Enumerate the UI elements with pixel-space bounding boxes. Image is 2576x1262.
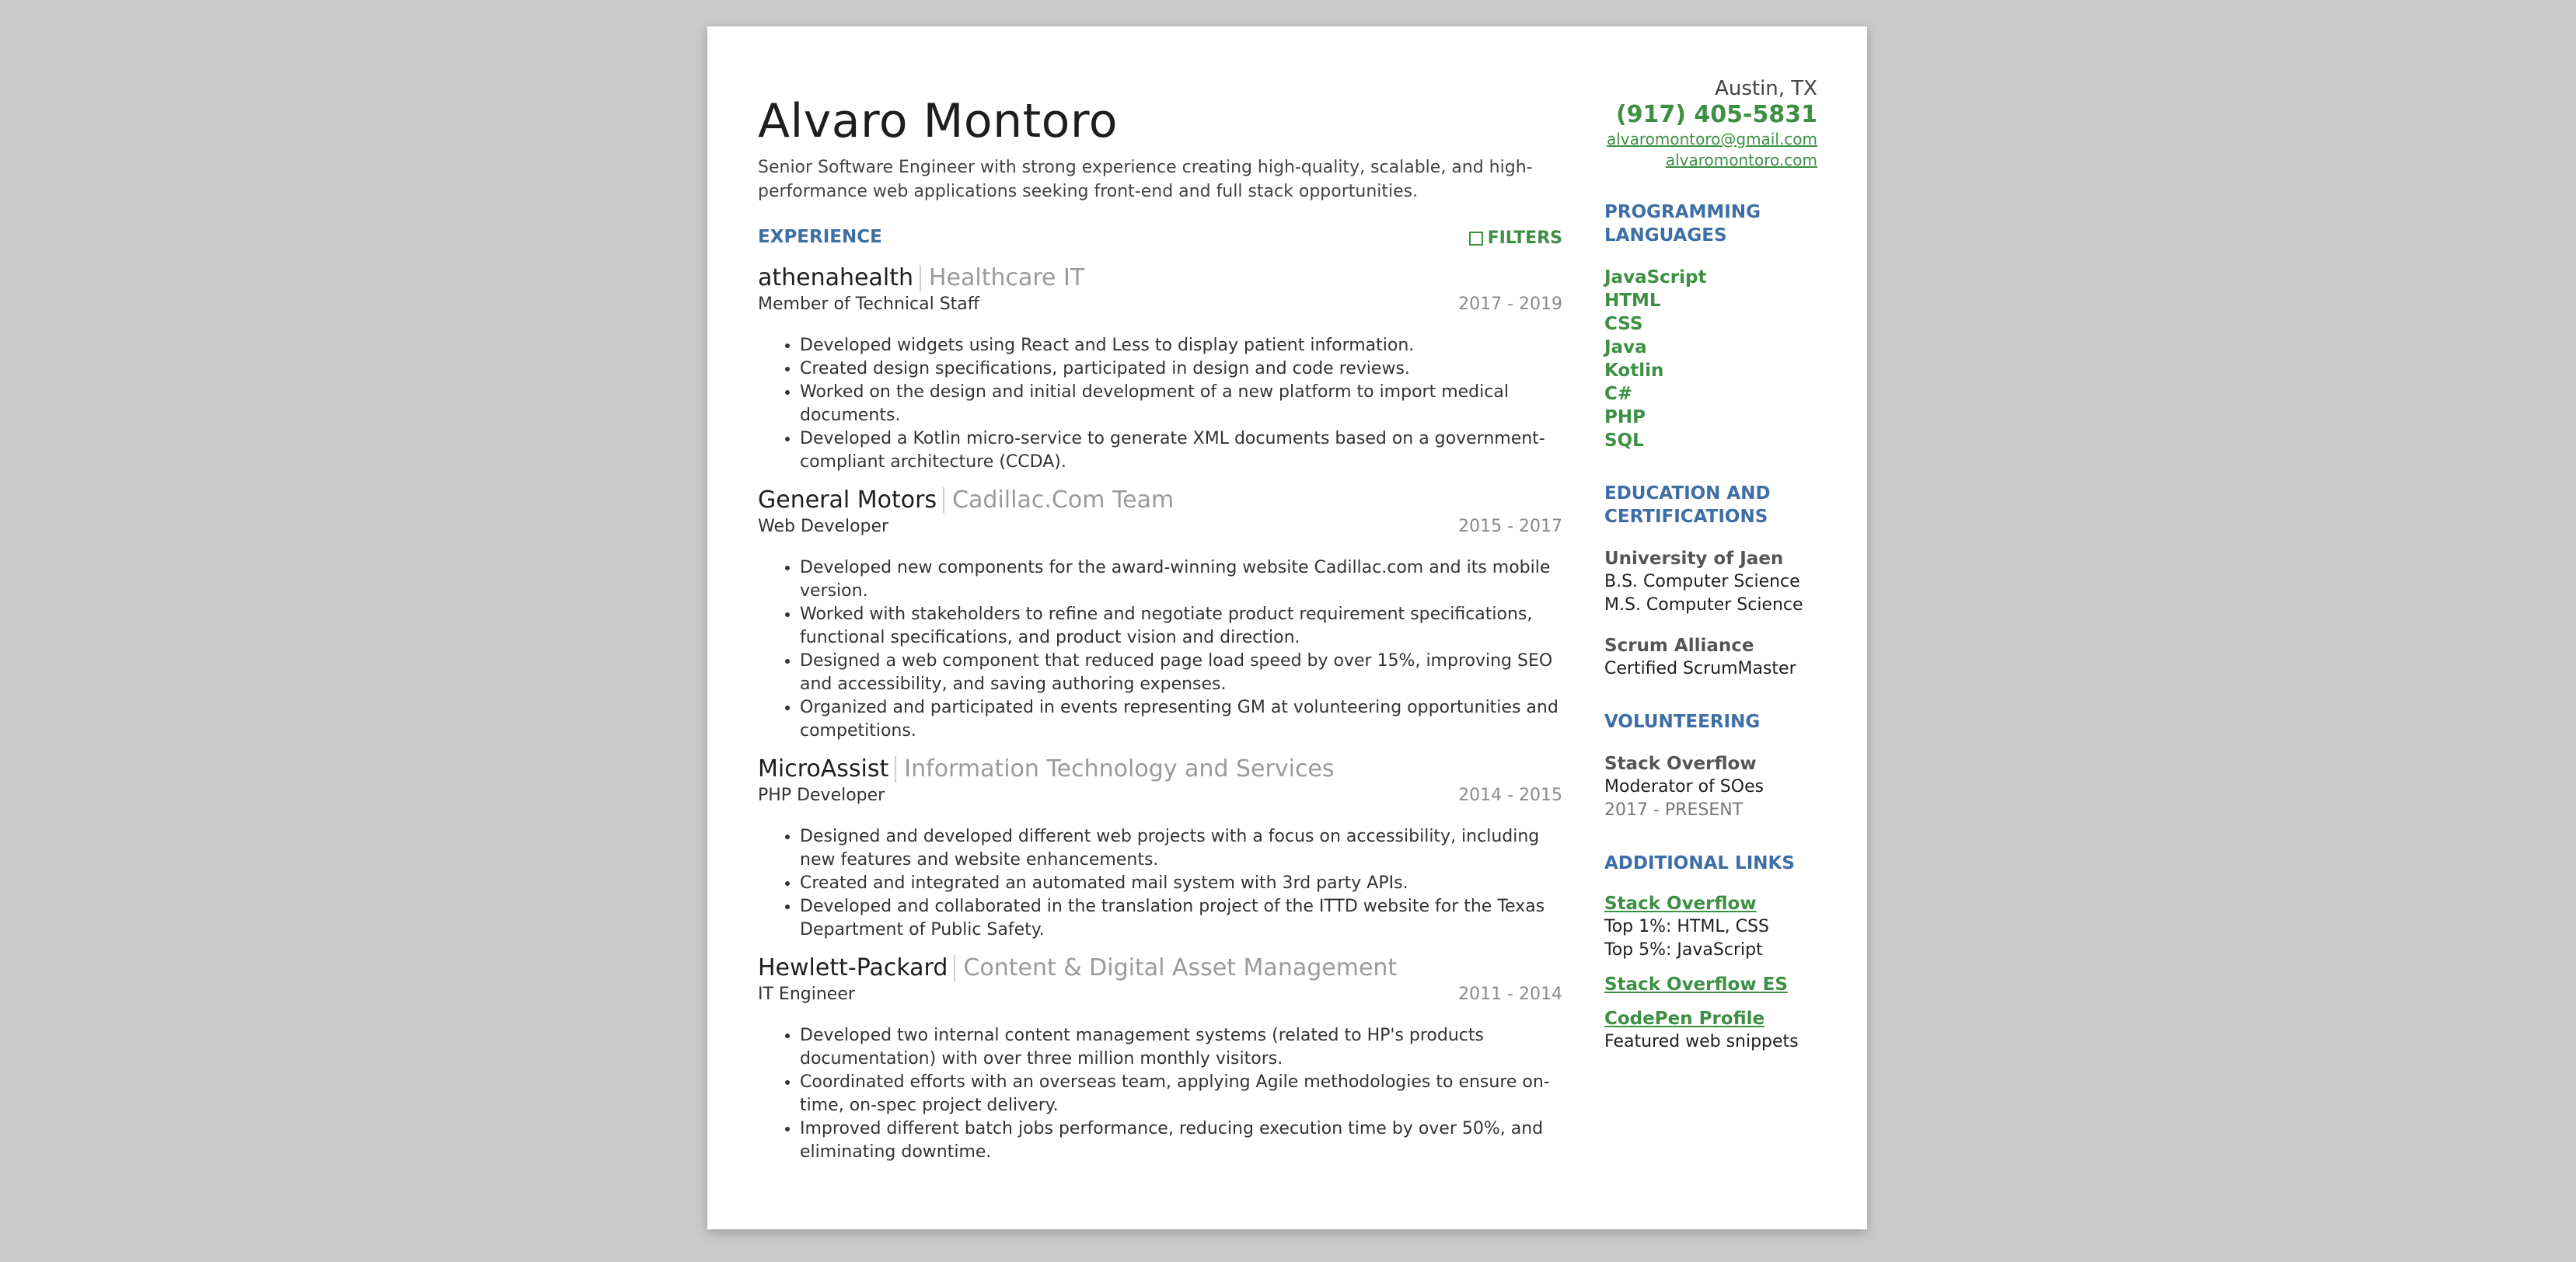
resume-page	[707, 26, 1867, 1229]
volunteering-org: Stack Overflow	[1604, 754, 1757, 774]
volunteering-entry	[1604, 752, 1817, 822]
filters-label: FILTERS	[1487, 228, 1562, 248]
contact-email	[1604, 129, 1817, 150]
filters-toggle[interactable]	[1469, 228, 1562, 248]
job-role: PHP Developer	[758, 786, 885, 805]
education-entry	[1604, 547, 1817, 617]
company-name: athenahealth	[758, 264, 913, 291]
bullet-item: • Organized and participated in events representing GM at volunteering opportunities and competitions.	[800, 696, 1562, 743]
link-codepen[interactable]: CodePen Profile	[1604, 1009, 1765, 1029]
education-title: EDUCATION AND CERTIFICATIONS	[1604, 483, 1771, 527]
bullet-item: • Created and integrated an automated mail system with 3rd party APIs.	[800, 872, 1562, 895]
skill-item: Kotlin	[1604, 361, 1664, 381]
divider	[895, 756, 896, 783]
job-heading	[758, 953, 1562, 984]
bullet-item: • Designed a web component that reduced page load speed by over 15%, improving SEO and accessibility, and saving authoring expenses.	[800, 650, 1562, 696]
link-detail: Top 1%: HTML, CSS	[1604, 917, 1769, 936]
job-entry	[758, 754, 1562, 942]
education-entry	[1604, 634, 1817, 681]
company-department: Healthcare IT	[928, 264, 1085, 291]
divider	[954, 955, 955, 981]
job-role: Web Developer	[758, 517, 889, 536]
contact-city: Austin, TX	[1715, 77, 1817, 100]
bullet-item: • Developed two internal content management systems (related to HP's products documentation) with over three million monthly visitors.	[800, 1024, 1562, 1071]
role-line	[758, 984, 1562, 1006]
education-degree: M.S. Computer Science	[1604, 595, 1803, 615]
bullet-item: • Worked on the design and initial development of a new platform to import medical documents.	[800, 381, 1562, 427]
skill-item: Java	[1604, 337, 1647, 357]
link-stack-overflow-es[interactable]: Stack Overflow ES	[1604, 974, 1788, 995]
divider	[920, 265, 921, 291]
job-bullets	[758, 825, 1562, 942]
job-years: 2011 - 2014	[1458, 985, 1562, 1004]
link-detail: Featured web snippets	[1604, 1032, 1799, 1051]
company-name: MicroAssist	[758, 755, 889, 783]
person-name: Alvaro Montoro	[758, 94, 1118, 148]
company-name: General Motors	[758, 486, 937, 514]
job-entry	[758, 263, 1562, 474]
role-line	[758, 785, 1562, 807]
job-role: Member of Technical Staff	[758, 295, 979, 314]
bullet-item: • Developed new components for the award-winning website Cadillac.com and its mobile version.	[800, 556, 1562, 603]
company-department: Cadillac.Com Team	[952, 486, 1175, 514]
divider	[943, 487, 944, 514]
link-stack-overflow[interactable]: Stack Overflow	[1604, 894, 1757, 914]
education-institution: University of Jaen	[1604, 549, 1784, 569]
skill-item: CSS	[1604, 314, 1643, 334]
programming-title: PROGRAMMING LANGUAGES	[1604, 202, 1761, 246]
link-entry	[1604, 973, 1817, 996]
skills-list	[1604, 266, 1817, 452]
website-link[interactable]: alvaromontoro.com	[1665, 151, 1817, 169]
education-degree: B.S. Computer Science	[1604, 572, 1800, 591]
bullet-item: • Improved different batch jobs performance, reducing execution time by over 50%, and eliminating downtime.	[800, 1117, 1562, 1164]
volunteering-role: Moderator of SOes	[1604, 777, 1764, 797]
skill-item: HTML	[1604, 291, 1661, 311]
skill-item: JavaScript	[1604, 267, 1707, 288]
main-column	[758, 67, 1562, 1164]
company-department: Information Technology and Services	[904, 755, 1335, 783]
role-line	[758, 516, 1562, 538]
volunteering-date: 2017 - PRESENT	[1604, 800, 1744, 820]
checkbox-icon[interactable]	[1469, 232, 1483, 246]
job-bullets	[758, 556, 1562, 743]
contact-website	[1604, 150, 1817, 171]
email-link[interactable]: alvaromontoro@gmail.com	[1606, 130, 1817, 148]
bullet-item: • Created design specifications, participated in design and code reviews.	[800, 357, 1562, 381]
bullet-item: • Designed and developed different web projects with a focus on accessibility, including new features and website enhancements.	[800, 825, 1562, 872]
job-heading	[758, 263, 1562, 294]
bullet-item: • Developed a Kotlin micro-service to generate XML documents based on a government-compliant architecture (CCDA).	[800, 427, 1562, 474]
job-bullets	[758, 1024, 1562, 1164]
link-entry	[1604, 1007, 1817, 1054]
job-role: IT Engineer	[758, 985, 855, 1004]
bullet-item: • Developed widgets using React and Less to display patient information.	[800, 334, 1562, 357]
skill-item: C#	[1604, 384, 1633, 404]
skill-item: PHP	[1604, 407, 1646, 427]
contact-phone[interactable]: (917) 405-5831	[1615, 101, 1817, 128]
job-entry	[758, 953, 1562, 1164]
role-line	[758, 294, 1562, 316]
bullet-item: • Worked with stakeholders to refine and negotiate product requirement specifications, functional specifications, and product vision and direction.	[800, 603, 1562, 650]
education-institution: Scrum Alliance	[1604, 636, 1754, 656]
skill-item: SQL	[1604, 431, 1644, 451]
education-degree: Certified ScrumMaster	[1604, 659, 1796, 678]
link-entry	[1604, 892, 1817, 962]
job-heading	[758, 754, 1562, 785]
job-heading	[758, 485, 1562, 516]
company-name: Hewlett-Packard	[758, 954, 948, 981]
experience-title: EXPERIENCE	[758, 227, 882, 247]
links-list	[1604, 892, 1817, 1054]
job-years: 2014 - 2015	[1458, 786, 1562, 805]
job-years: 2017 - 2019	[1458, 295, 1562, 314]
links-title: ADDITIONAL LINKS	[1604, 853, 1795, 873]
job-years: 2015 - 2017	[1458, 517, 1562, 536]
bullet-item: • Coordinated efforts with an overseas team, applying Agile methodologies to ensure on-time, on-spec project delivery.	[800, 1071, 1562, 1117]
bullet-item: • Developed and collaborated in the translation project of the ITTD website for the Texas Department of Public Safety.	[800, 895, 1562, 942]
volunteering-title: VOLUNTEERING	[1604, 712, 1761, 732]
job-bullets	[758, 334, 1562, 474]
experience-header	[758, 225, 1562, 252]
job-entry	[758, 485, 1562, 743]
company-department: Content & Digital Asset Management	[963, 954, 1398, 981]
summary: Senior Software Engineer with strong experience creating high-quality, scalable, and high-performance web applications seeking front-end and full stack opportunities.	[758, 158, 1533, 201]
sidebar	[1604, 76, 1817, 1054]
link-detail: Top 5%: JavaScript	[1604, 940, 1763, 960]
